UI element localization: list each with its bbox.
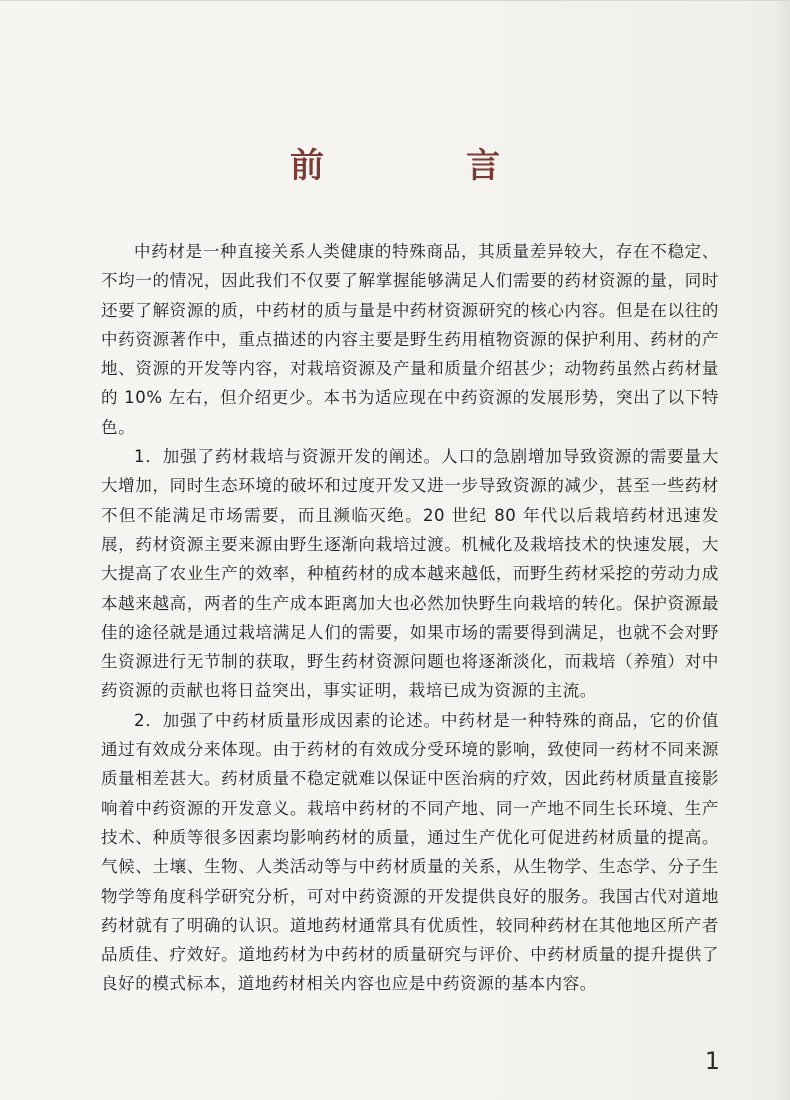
page-edge-shadow	[772, 1, 790, 1100]
body-text	[101, 237, 719, 999]
page-number: 1	[704, 1047, 720, 1075]
paragraph-intro: 中药材是一种直接关系人类健康的特殊商品，其质量差异较大，存在不稳定、不均一的情况，因此我们不仅要了解掌握能够满足人们需要的药材资源的量，同时还要了解资源的质，中药材的质与量是中药材资源研究的核心内容。但是在以往的中药资源著作中，重点描述的内容主要是野生药用植物资源的保护利用、药材的产地、资源的开发等内容，对栽培资源及产量和质量介绍甚少；动物药虽然占药材量的 10% 左右，但介绍更少。本书为适应现在中药资源的发展形势，突出了以下特色。	[101, 242, 719, 437]
paragraph-point-2: 2．加强了中药材质量形成因素的论述。中药材是一种特殊的商品，它的价值通过有效成分来体现。由于药材的有效成分受环境的影响，致使同一药材不同来源质量相差甚大。药材质量不稳定就难以保证中医治病的疗效，因此药材质量直接影响着中药资源的开发意义。栽培中药材的不同产地、同一产地不同生长环境、生产技术、种质等很多因素均影响药材的质量，通过生产优化可促进药材质量的提高。气候、土壤、生物、人类活动等与中药材质量的关系，从生物学、生态学、分子生物学等角度科学研究分析，可对中药资源的开发提供良好的服务。我国古代对道地药材就有了明确的认识。道地药材通常具有优质性，较同种药材在其他地区所产者品质佳、疗效好。道地药材为中药材的质量研究与评价、中药材质量的提升提供了良好的模式标本，道地药材相关内容也应是中药资源的基本内容。	[101, 710, 719, 994]
paragraph-point-1: 1．加强了药材栽培与资源开发的阐述。人口的急剧增加导致资源的需要量大大增加，同时生态环境的破坏和过度开发又进一步导致资源的减少，甚至一些药材不但不能满足市场需要，而且濒临灭绝。20 世纪 80 年代以后栽培药材迅速发展，药材资源主要来源由野生逐渐向栽培过渡。机械化及栽培技术的快速发展，大大提高了农业生产的效率，种植药材的成本越来越低，而野生药材采挖的劳动力成本越来越高，两者的生产成本距离加大也必然加快野生向栽培的转化。保护资源最佳的途径就是通过栽培满足人们的需要，如果市场的需要得到满足，也就不会对野生资源进行无节制的获取，野生药材资源问题也将逐渐淡化，而栽培（养殖）对中药资源的贡献也将日益突出，事实证明，栽培已成为资源的主流。	[101, 447, 719, 701]
page-title: 前 言	[290, 146, 554, 186]
